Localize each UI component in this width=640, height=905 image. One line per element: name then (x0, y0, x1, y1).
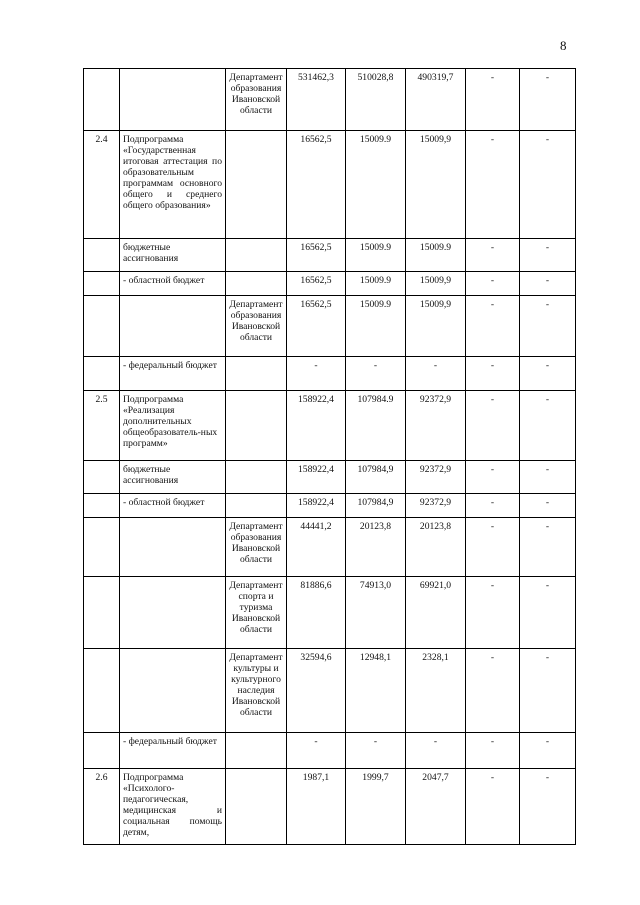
row-value-5-cell: - (520, 239, 576, 272)
page-number: 8 (560, 38, 567, 53)
row-value-5-cell: - (520, 649, 576, 733)
row-value-2-cell: 510028,8 (346, 69, 406, 131)
row-name-cell: Подпрограмма «Реализация дополнительных общеобразователь-ных программ» (120, 391, 226, 461)
row-value-5-cell: - (520, 296, 576, 357)
row-value-1-cell: 16562,5 (287, 131, 346, 239)
row-value-3-cell: 490319,7 (406, 69, 466, 131)
row-name-cell (120, 577, 226, 649)
row-department-cell (226, 461, 287, 494)
table-row (84, 391, 576, 461)
row-value-1-cell: 81886,6 (287, 577, 346, 649)
table-row (84, 272, 576, 296)
row-value-1-cell: 158922,4 (287, 391, 346, 461)
row-value-4-cell: - (466, 649, 520, 733)
row-value-4-cell: - (466, 357, 520, 391)
row-value-5-cell: - (520, 131, 576, 239)
row-name-cell (120, 296, 226, 357)
row-value-3-cell: 20123,8 (406, 518, 466, 577)
row-number-cell (84, 296, 120, 357)
row-value-3-cell: 92372,9 (406, 494, 466, 518)
row-department-cell (226, 272, 287, 296)
row-value-3-cell: 15009,9 (406, 131, 466, 239)
row-value-4-cell: - (466, 296, 520, 357)
row-number-cell (84, 577, 120, 649)
row-value-4-cell: - (466, 131, 520, 239)
row-department-cell (226, 239, 287, 272)
row-value-2-cell: 107984.9 (346, 391, 406, 461)
row-number-cell (84, 461, 120, 494)
row-department-cell: Департамент образования Ивановской области (226, 69, 287, 131)
row-value-1-cell: 16562,5 (287, 239, 346, 272)
row-number-cell (84, 69, 120, 131)
row-value-4-cell: - (466, 494, 520, 518)
row-number-cell: 2.6 (84, 769, 120, 845)
table-row (84, 296, 576, 357)
table-row (84, 239, 576, 272)
row-value-5-cell: - (520, 357, 576, 391)
row-department-cell: Департамент спорта и туризма Ивановской области (226, 577, 287, 649)
row-value-2-cell: 15009.9 (346, 131, 406, 239)
row-value-1-cell: 158922,4 (287, 494, 346, 518)
row-value-2-cell: 15009.9 (346, 296, 406, 357)
row-number-cell: 2.4 (84, 131, 120, 239)
table-row (84, 577, 576, 649)
row-number-cell: 2.5 (84, 391, 120, 461)
row-name-cell (120, 69, 226, 131)
row-value-4-cell: - (466, 769, 520, 845)
row-number-cell (84, 733, 120, 769)
row-department-cell (226, 357, 287, 391)
table-row (84, 131, 576, 239)
row-name-cell: Подпрограмма «Государственная итоговая аттестация по образовательным программам основного общего и среднего общего образования» (120, 131, 226, 239)
budget-table (83, 68, 576, 845)
row-value-5-cell: - (520, 769, 576, 845)
row-department-cell (226, 769, 287, 845)
row-value-1-cell: 1987,1 (287, 769, 346, 845)
row-value-1-cell: 16562,5 (287, 272, 346, 296)
row-department-cell: Департамент образования Ивановской области (226, 296, 287, 357)
table-row (84, 769, 576, 845)
row-value-5-cell: - (520, 518, 576, 577)
row-value-2-cell: 107984,9 (346, 461, 406, 494)
row-value-2-cell: 15009.9 (346, 239, 406, 272)
row-value-4-cell: - (466, 69, 520, 131)
row-value-1-cell: 32594,6 (287, 649, 346, 733)
table-row (84, 494, 576, 518)
row-value-2-cell: 1999,7 (346, 769, 406, 845)
row-value-5-cell: - (520, 494, 576, 518)
row-department-cell: Департамент культуры и культурного наследия Ивановской области (226, 649, 287, 733)
row-value-4-cell: - (466, 391, 520, 461)
row-name-cell: бюджетные ассигнования (120, 239, 226, 272)
row-value-4-cell: - (466, 461, 520, 494)
row-value-3-cell: - (406, 357, 466, 391)
row-value-3-cell: - (406, 733, 466, 769)
row-name-cell: - областной бюджет (120, 272, 226, 296)
row-value-5-cell: - (520, 391, 576, 461)
table-row (84, 357, 576, 391)
row-department-cell (226, 391, 287, 461)
row-value-1-cell: - (287, 357, 346, 391)
row-value-5-cell: - (520, 577, 576, 649)
row-department-cell: Департамент образования Ивановской области (226, 518, 287, 577)
row-value-4-cell: - (466, 733, 520, 769)
row-value-3-cell: 92372,9 (406, 391, 466, 461)
row-value-2-cell: 15009.9 (346, 272, 406, 296)
table-row (84, 461, 576, 494)
row-name-cell: - федеральный бюджет (120, 357, 226, 391)
row-value-5-cell: - (520, 733, 576, 769)
row-name-cell (120, 518, 226, 577)
row-value-3-cell: 92372,9 (406, 461, 466, 494)
row-value-3-cell: 15009,9 (406, 272, 466, 296)
row-value-3-cell: 15009,9 (406, 296, 466, 357)
row-number-cell (84, 239, 120, 272)
table-row (84, 733, 576, 769)
row-value-3-cell: 69921,0 (406, 577, 466, 649)
row-department-cell (226, 494, 287, 518)
row-value-2-cell: 20123,8 (346, 518, 406, 577)
row-number-cell (84, 494, 120, 518)
row-value-5-cell: - (520, 272, 576, 296)
table-row (84, 69, 576, 131)
table-row (84, 649, 576, 733)
row-department-cell (226, 733, 287, 769)
row-value-1-cell: 44441,2 (287, 518, 346, 577)
row-value-1-cell: 16562,5 (287, 296, 346, 357)
row-number-cell (84, 649, 120, 733)
row-number-cell (84, 272, 120, 296)
row-name-cell: Подпрограмма «Психолого-педагогическая, медицинская и социальная помощь детям, (120, 769, 226, 845)
row-number-cell (84, 357, 120, 391)
row-value-1-cell: - (287, 733, 346, 769)
row-name-cell: бюджетные ассигнования (120, 461, 226, 494)
row-value-4-cell: - (466, 518, 520, 577)
row-value-5-cell: - (520, 461, 576, 494)
row-value-2-cell: - (346, 357, 406, 391)
row-name-cell: - федеральный бюджет (120, 733, 226, 769)
row-value-3-cell: 2328,1 (406, 649, 466, 733)
row-value-2-cell: 107984,9 (346, 494, 406, 518)
row-value-1-cell: 158922,4 (287, 461, 346, 494)
row-value-3-cell: 2047,7 (406, 769, 466, 845)
row-value-2-cell: 12948,1 (346, 649, 406, 733)
row-department-cell (226, 131, 287, 239)
row-value-4-cell: - (466, 272, 520, 296)
table-row (84, 518, 576, 577)
row-value-1-cell: 531462,3 (287, 69, 346, 131)
row-value-2-cell: - (346, 733, 406, 769)
row-value-4-cell: - (466, 239, 520, 272)
row-value-4-cell: - (466, 577, 520, 649)
row-name-cell (120, 649, 226, 733)
row-number-cell (84, 518, 120, 577)
row-value-3-cell: 15009.9 (406, 239, 466, 272)
row-name-cell: - областной бюджет (120, 494, 226, 518)
row-value-5-cell: - (520, 69, 576, 131)
row-value-2-cell: 74913,0 (346, 577, 406, 649)
